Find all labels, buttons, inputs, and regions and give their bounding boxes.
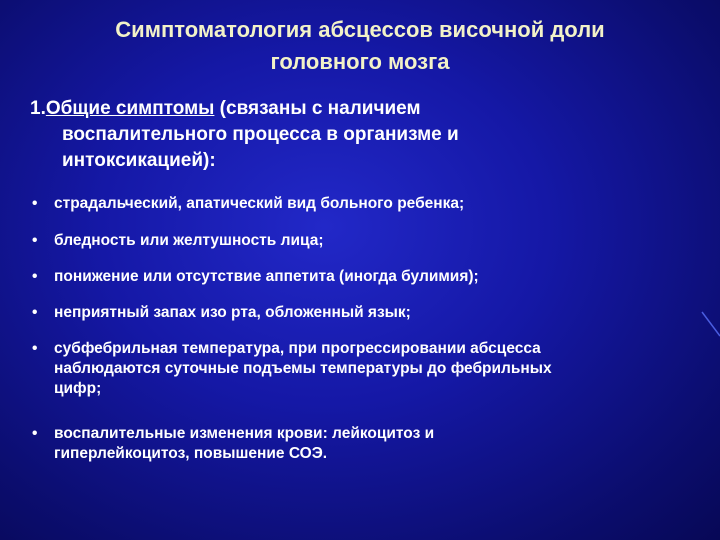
slide-title <box>20 14 700 78</box>
list-item-text-line-1: воспалительные изменения крови: лейкоцитоз и <box>54 425 435 442</box>
heading-line-3: интоксикацией): <box>62 150 216 171</box>
bullet-icon: • <box>32 304 38 321</box>
title-line-1: Симптоматология абсцессов височной доли <box>115 17 605 42</box>
list-item-text: бледность или желтушность лица; <box>54 232 324 249</box>
bullet-icon: • <box>32 425 38 442</box>
heading-number: 1. <box>30 98 46 119</box>
bullet-icon: • <box>32 232 38 249</box>
bullet-icon: • <box>32 195 38 212</box>
list-item-text: страдальческий, апатический вид больного ребенка; <box>54 195 465 212</box>
bullet-icon: • <box>32 268 38 285</box>
bullet-icon: • <box>32 340 38 357</box>
decorative-line <box>700 310 720 350</box>
heading-line-1 <box>30 96 690 122</box>
list-item-text-line-1: субфебрильная температура, при прогрессировании абсцесса <box>54 340 541 357</box>
list-item-text: неприятный запах изо рта, обложенный язык; <box>54 304 411 321</box>
heading-underlined-term: Общие симптомы <box>45 98 215 119</box>
general-symptoms-heading <box>30 96 690 174</box>
title-line-2: головного мозга <box>270 49 450 74</box>
list-item-text-line-3: цифр; <box>54 380 102 397</box>
heading-line-1-rest: (связаны с наличием <box>214 98 421 119</box>
list-item-text-line-2: гиперлейкоцитоз, повышение СОЭ. <box>54 445 328 462</box>
list-item-text-line-2: наблюдаются суточные подъемы температуры до фебрильных <box>54 360 552 377</box>
list-item-text: понижение или отсутствие аппетита (иногда булимия); <box>54 268 479 285</box>
heading-line-2: воспалительного процесса в организме и <box>62 124 459 145</box>
